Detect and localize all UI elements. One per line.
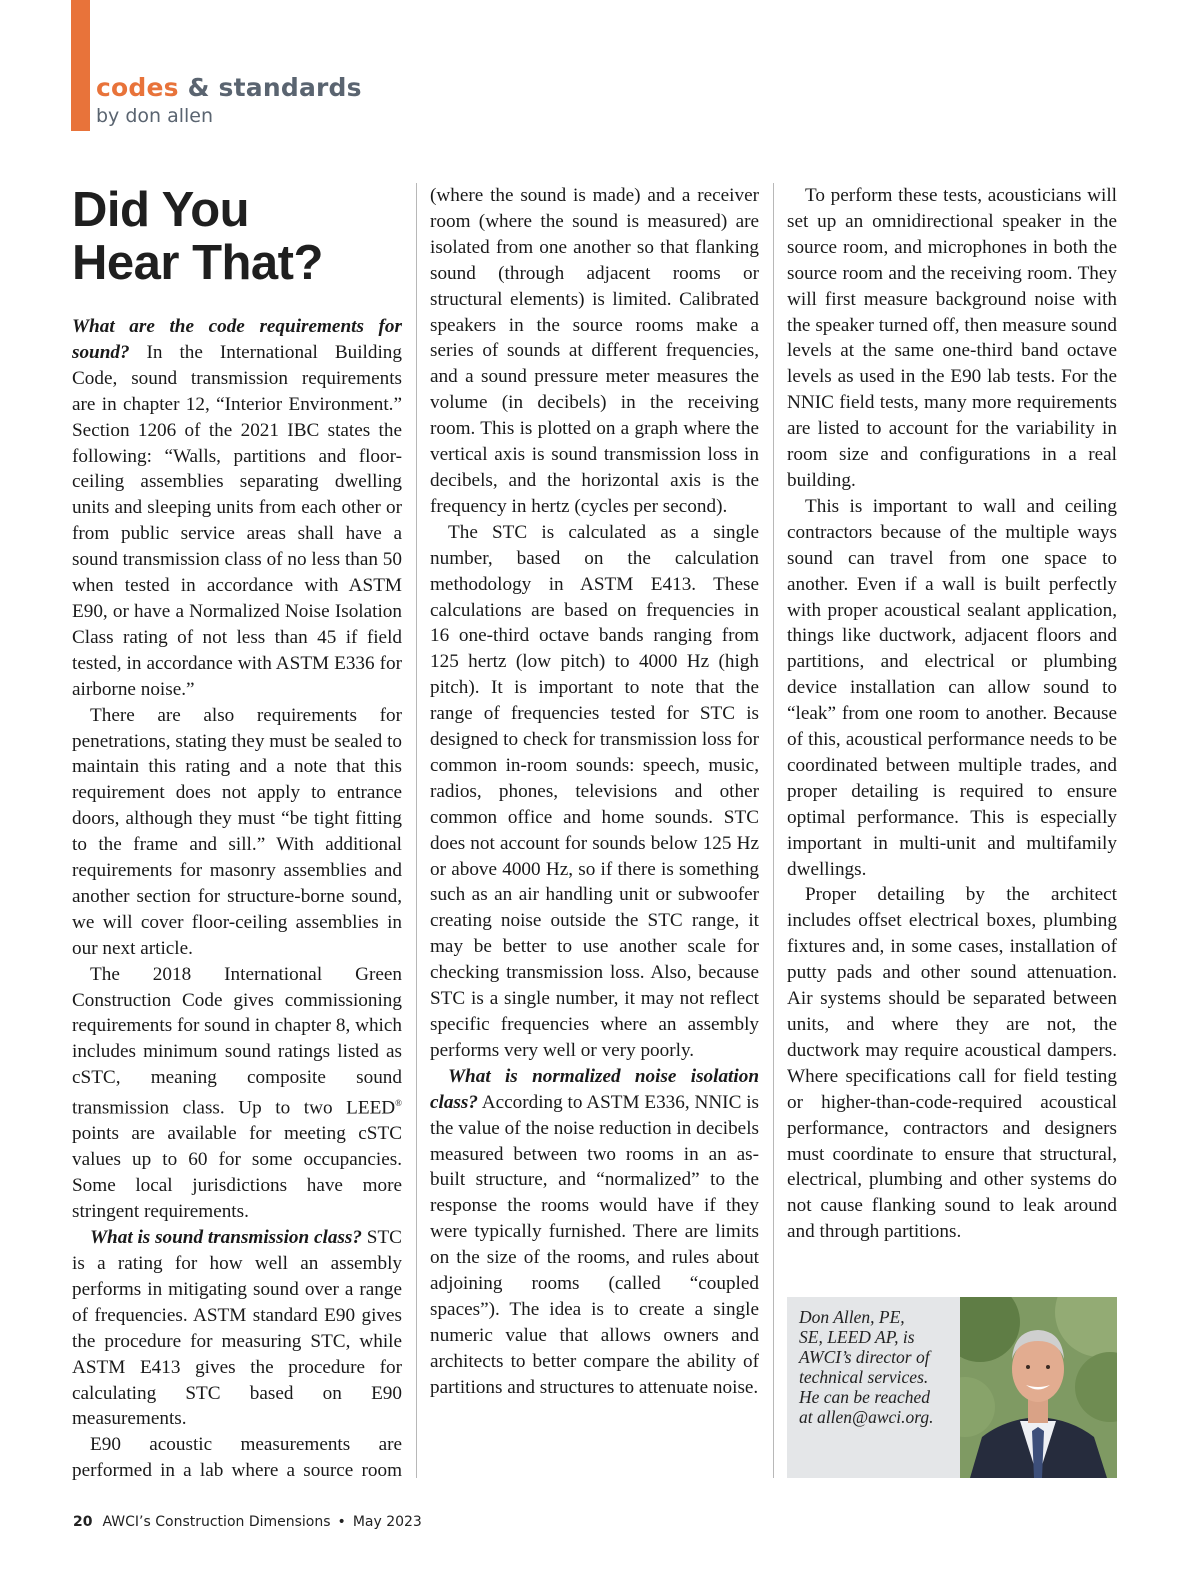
paragraph: Proper detailing by the architect includes offset electrical boxes, plumbing fixtures and, in some cases, installation of putty pads and other sound attenuation. Air systems should be separated between units, and where they are not, the ductwork may require acoustical dampers. Where specifications call for field testing or higher-than-code-required acoustical performance, contractors and designers must coordinate to ensure that structural, electrical, plumbing and other systems do not cause flanking sound to leak around and through partitions. [787, 884, 1117, 1243]
paragraph [72, 1225, 402, 1432]
paragraph-text: STC is a rating for how well an assembly performs in mitigating sound over a range of frequencies. ASTM standard E90 gives the procedure for measuring STC, while ASTM E413 gives the procedure for calculating STC based on E90 measurements. [72, 1227, 402, 1430]
article-headline [72, 184, 412, 290]
paragraph: The STC is calculated as a single number, based on the calculation methodology in ASTM E413. These calculations are based on frequencies in 16 one-third octave bands ranging from 125 hertz (low pitch) to 4000 Hz (high pitch). It is important to note that the range of frequencies tested for STC is designed to check for transmission loss for common in-room sounds: speech, music, radios, phones, televisions and other common office and home sounds. STC does not account for sounds below 125 Hz or above 4000 Hz, so if there is something such as an air handling unit or subwoofer creating noise outside the STC range, it may be better to use another scale for checking transmission loss. Also, because STC is a single number, it may not reflect specific frequencies where an assembly performs very well or very poorly. [430, 521, 759, 1061]
publication-name: AWCI’s Construction Dimensions [102, 1514, 331, 1530]
issue-date: May 2023 [352, 1514, 422, 1530]
column-divider [416, 183, 417, 1478]
paragraph-text: The 2018 International Green Construction Code gives commissioning requirements for sound in chapter 8, which includes minimum sound ratings listed as cSTC, meaning composite sound transmission class. Up to two LEED [72, 963, 402, 1119]
paragraph: E90 acoustic measurements are performed in a lab where a source room [72, 1434, 402, 1482]
bio-line: AWCI’s director of [799, 1347, 930, 1367]
section-accent-bar [71, 0, 90, 131]
paragraph: To perform these tests, acousticians will set up an omnidirectional speaker in the source room, and microphones in both the source room and the receiving room. They will first measure background noise with the speaker turned off, then measure sound levels at the same one-third band octave levels as used in the E90 lab tests. For the NNIC field tests, many more requirements are listed to account for the variability in room size and configurations in a real building. [787, 185, 1117, 491]
headline-line-1: Did You [72, 183, 250, 237]
registered-mark: ® [395, 1098, 402, 1109]
author-photo [960, 1297, 1117, 1478]
author-bio-text [799, 1307, 949, 1427]
paragraph-text: points are available for meeting cSTC values up to 60 for some occupancies. Some local jurisdictions have more stringent requirements. [72, 1123, 402, 1223]
section-header [96, 72, 362, 128]
bio-line: at allen@awci.org. [799, 1407, 934, 1427]
column-divider [773, 183, 774, 1478]
paragraph [72, 314, 402, 703]
section-title [96, 72, 362, 104]
lead-question: What are the code requirements for sound? [72, 316, 402, 363]
section-title-codes: codes [96, 73, 179, 102]
author-bio-box [787, 1297, 1117, 1478]
page-footer [73, 1512, 422, 1532]
section-title-standards: & standards [178, 73, 362, 102]
paragraph: There are also requirements for penetrations, stating they must be sealed to maintain this rating and a note that this requirement does not apply to entrance doors, although they must “be tight fitting to the frame and sill.” With additional requirements for masonry assemblies and another section for structure-borne sound, we will cover floor-ceiling assemblies in our next article. [72, 704, 402, 959]
page-number: 20 [73, 1514, 93, 1530]
paragraph: (where the sound is made) and a receiver room (where the sound is measured) are isolated from one another so that flanking sound (through adjacent rooms or structural elements) is limited. Calibrated speakers in the source rooms make a series of sounds at different frequencies, and a sound pressure meter measures the volume (in decibels) in the receiving room. This is plotted on a graph where the vertical axis is sound transmission loss in decibels, and the horizontal axis is the frequency in hertz (cycles per second). [430, 185, 759, 517]
bio-line: SE, LEED AP, is [799, 1327, 915, 1347]
headline-line-2: Hear That? [72, 236, 323, 290]
paragraph-text: According to ASTM E336, NNIC is the value of the noise reduction in decibels measured between two rooms in an as-built structure, and “normalized” to the response the rooms would have if they were typically furnished. There are limits on the size of the rooms, and rules about adjoining rooms (called “coupled spaces”). The idea is to create a single numeric value that allows owners and architects to better compare the ability of partitions and structures to attenuate noise. [430, 1091, 759, 1398]
author-byline: by don allen [96, 105, 214, 127]
paragraph [430, 1064, 759, 1401]
article-column-2 [430, 183, 759, 1401]
article-column-3 [787, 183, 1117, 1245]
footer-separator: • [337, 1514, 346, 1530]
bio-line: He can be reached [799, 1387, 931, 1407]
bio-line: Don Allen, PE, [799, 1307, 905, 1327]
lead-question: What is normalized noise isolation class? [430, 1065, 759, 1113]
article-column-1 [72, 314, 402, 1484]
bio-line: technical services. [799, 1367, 929, 1387]
lead-question: What is sound transmission class? [90, 1227, 362, 1249]
paragraph: This is important to wall and ceiling contractors because of the multiple ways sound can travel from one space to another. Even if a wall is built perfectly with proper acoustical sealant application, things like ductwork, adjacent floors and partitions, and electrical or plumbing device installation can allow sound to “leak” from one room to another. Because of this, acoustical performance needs to be coordinated between multiple trades, and proper detailing is required to ensure optimal performance. This is especially important in multi-unit and multifamily dwellings. [787, 495, 1117, 880]
paragraph-text: In the International Building Code, sound transmission requirements are in chapter 12, “Interior Environment.” Section 1206 of the 2021 IBC states the following: “Walls, partitions and floor-ceiling assemblies separating dwelling units and sleeping units from each other or from public service areas shall have a sound transmission class of no less than 50 when tested in accordance with ASTM E90, or have a Normalized Noise Isolation Class rating of not less than 45 if field tested, in accordance with ASTM E336 for airborne noise.” [72, 341, 402, 700]
paragraph [72, 962, 402, 1225]
